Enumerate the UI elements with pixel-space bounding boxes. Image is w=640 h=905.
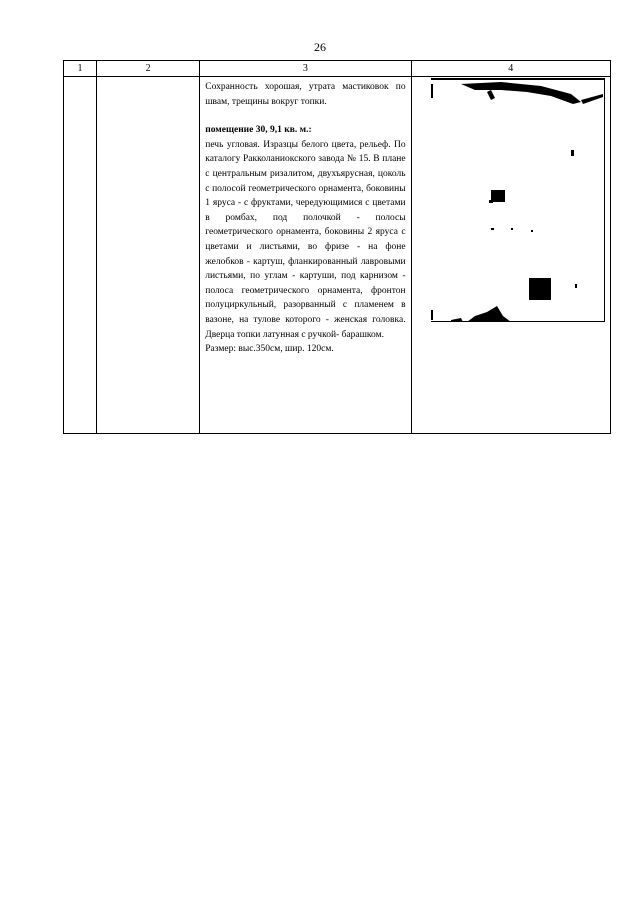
- cell-col-1: [64, 77, 97, 434]
- page-number: 26: [314, 40, 326, 54]
- photo-silhouette: [431, 80, 603, 322]
- cell-description: [200, 77, 411, 434]
- condition-text: Сохранность хорошая, утрата мастиковок по швам, трещины вокруг топки.: [205, 82, 406, 107]
- cell-col-2: [97, 77, 200, 434]
- room-heading: помещение 30, 9,1 кв. м.:: [205, 125, 312, 136]
- column-header-2: 2: [97, 61, 200, 77]
- inventory-table: [63, 60, 611, 434]
- column-header-4: 4: [411, 61, 610, 77]
- table-row: [64, 77, 611, 434]
- column-header-3: 3: [200, 61, 411, 77]
- cell-photo: [411, 77, 610, 434]
- description-text: печь угловая. Изразцы белого цвета, рельеф. По каталогу Ракколаниокского завода № 15. В плане с центральным ризалитом, двухъярусная, цоколь с полосой геометрического орнамента, боковины 1 яруса - с фруктами, чередующимися с цветами в ромбах, под полочкой - полосы геометрического орнамента, боковины 2 яруса с цветами и листьями, во фризе - на фоне желобков - картуш, фланкированный лавровыми листьями, по углам - картуши, под карнизом - полоса геометрического орнамента, фронтон полуциркульный, разорванный с пламенем в вазоне, на тулове которого - женская головка. Дверца топки латунная с ручкой- барашком.: [205, 139, 406, 340]
- size-text: Размер: выс.350см, шир. 120см.: [205, 344, 334, 355]
- column-header-1: 1: [64, 61, 97, 77]
- photo-image: [431, 78, 605, 322]
- table-header-row: [64, 61, 611, 77]
